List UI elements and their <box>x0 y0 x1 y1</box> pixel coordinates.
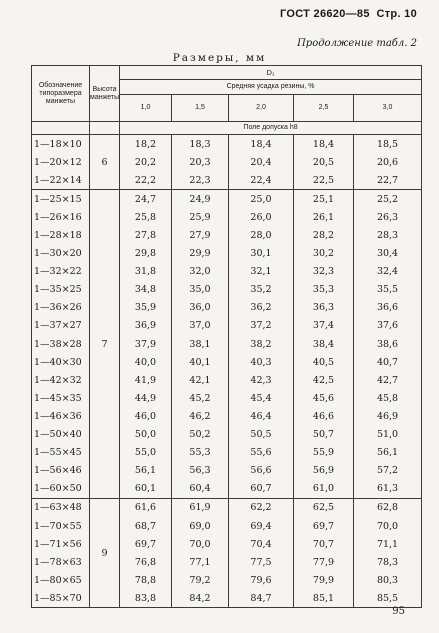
diameter-value-cell: 34,8 <box>120 281 172 299</box>
diameter-value-cell: 55,9 <box>294 444 354 462</box>
diameter-value-cell: 45,6 <box>294 389 354 407</box>
diameter-value-cell: 18,2 <box>120 135 172 154</box>
designation-cell: 1—18×10 <box>32 135 90 154</box>
table-row <box>32 135 422 154</box>
diameter-value-cell: 32,3 <box>294 263 354 281</box>
diameter-value-cell: 61,3 <box>354 480 422 499</box>
diameter-value-cell: 36,0 <box>172 299 229 317</box>
diameter-value-cell: 61,0 <box>294 480 354 499</box>
diameter-value-cell: 55,6 <box>229 444 294 462</box>
height-cell: 9 <box>90 498 120 608</box>
diameter-value-cell: 60,4 <box>172 480 229 499</box>
diameter-value-cell: 69,0 <box>172 517 229 535</box>
diameter-value-cell: 32,1 <box>229 263 294 281</box>
diameter-value-cell: 24,9 <box>172 190 229 209</box>
diameter-value-cell: 18,5 <box>354 135 422 154</box>
table-row <box>32 190 422 209</box>
column-header-designation: Обозначение типоразмера манжеты <box>32 66 90 122</box>
diameter-value-cell: 41,9 <box>120 371 172 389</box>
diameter-value-cell: 69,7 <box>120 535 172 553</box>
height-cell: 6 <box>90 135 120 190</box>
designation-cell: 1—63×48 <box>32 498 90 517</box>
diameter-value-cell: 20,6 <box>354 153 422 171</box>
table-continuation-note: Продолжение табл. 2 <box>297 38 417 49</box>
diameter-value-cell: 35,0 <box>172 281 229 299</box>
diameter-value-cell: 38,6 <box>354 335 422 353</box>
diameter-value-cell: 28,0 <box>229 226 294 244</box>
diameter-value-cell: 32,0 <box>172 263 229 281</box>
diameter-value-cell: 56,1 <box>120 462 172 480</box>
diameter-value-cell: 38,4 <box>294 335 354 353</box>
diameter-value-cell: 76,8 <box>120 553 172 571</box>
diameter-value-cell: 31,8 <box>120 263 172 281</box>
diameter-value-cell: 38,1 <box>172 335 229 353</box>
diameter-value-cell: 18,4 <box>229 135 294 154</box>
diameter-value-cell: 28,2 <box>294 226 354 244</box>
diameter-value-cell: 45,8 <box>354 389 422 407</box>
diameter-value-cell: 77,1 <box>172 553 229 571</box>
diameter-value-cell: 55,3 <box>172 444 229 462</box>
diameter-value-cell: 62,5 <box>294 498 354 517</box>
table-header <box>32 66 422 135</box>
diameter-value-cell: 37,4 <box>294 317 354 335</box>
designation-cell: 1—80×65 <box>32 571 90 589</box>
designation-cell: 1—37×27 <box>32 317 90 335</box>
diameter-value-cell: 35,3 <box>294 281 354 299</box>
diameter-value-cell: 51,0 <box>354 426 422 444</box>
diameter-value-cell: 30,1 <box>229 245 294 263</box>
diameter-value-cell: 40,5 <box>294 353 354 371</box>
designation-cell: 1—56×46 <box>32 462 90 480</box>
page-header <box>280 8 417 20</box>
diameter-value-cell: 24,7 <box>120 190 172 209</box>
diameter-value-cell: 77,9 <box>294 553 354 571</box>
designation-cell: 1—46×36 <box>32 407 90 425</box>
diameter-value-cell: 46,0 <box>120 407 172 425</box>
designation-cell: 1—28×18 <box>32 226 90 244</box>
diameter-value-cell: 22,3 <box>172 171 229 190</box>
tolerance-label: Поле допуска h8 <box>120 122 422 135</box>
page-label: Стр. 10 <box>376 8 417 20</box>
diameter-value-cell: 40,7 <box>354 353 422 371</box>
diameter-value-cell: 78,3 <box>354 553 422 571</box>
diameter-value-cell: 25,8 <box>120 208 172 226</box>
diameter-value-cell: 84,2 <box>172 589 229 608</box>
diameter-value-cell: 69,7 <box>294 517 354 535</box>
diameter-value-cell: 79,9 <box>294 571 354 589</box>
diameter-value-cell: 46,4 <box>229 407 294 425</box>
diameter-value-cell: 35,9 <box>120 299 172 317</box>
height-cell: 7 <box>90 190 120 499</box>
diameter-value-cell: 22,7 <box>354 171 422 190</box>
column-header-height: Высота манжеты <box>90 66 120 122</box>
dimensions-table <box>31 65 422 608</box>
diameter-value-cell: 44,9 <box>120 389 172 407</box>
diameter-value-cell: 80,3 <box>354 571 422 589</box>
diameter-value-cell: 37,0 <box>172 317 229 335</box>
diameter-value-cell: 42,3 <box>229 371 294 389</box>
diameter-value-cell: 25,9 <box>172 208 229 226</box>
diameter-value-cell: 84,7 <box>229 589 294 608</box>
diameter-value-cell: 37,9 <box>120 335 172 353</box>
diameter-value-cell: 62,2 <box>229 498 294 517</box>
diameter-value-cell: 68,7 <box>120 517 172 535</box>
diameter-value-cell: 20,3 <box>172 153 229 171</box>
diameter-value-cell: 20,2 <box>120 153 172 171</box>
diameter-value-cell: 56,6 <box>229 462 294 480</box>
designation-cell: 1—40×30 <box>32 353 90 371</box>
page-number: 95 <box>392 606 405 617</box>
diameter-value-cell: 70,4 <box>229 535 294 553</box>
diameter-value-cell: 35,5 <box>354 281 422 299</box>
diameter-value-cell: 36,3 <box>294 299 354 317</box>
diameter-value-cell: 38,2 <box>229 335 294 353</box>
diameter-value-cell: 69,4 <box>229 517 294 535</box>
diameter-value-cell: 57,2 <box>354 462 422 480</box>
designation-cell: 1—71×56 <box>32 535 90 553</box>
diameter-value-cell: 61,9 <box>172 498 229 517</box>
designation-cell: 1—20×12 <box>32 153 90 171</box>
column-header-shrinkage: Средняя усадка резины, % <box>120 80 422 95</box>
shrinkage-value: 2,5 <box>294 95 354 122</box>
diameter-value-cell: 20,5 <box>294 153 354 171</box>
shrinkage-value: 3,0 <box>354 95 422 122</box>
diameter-value-cell: 18,4 <box>294 135 354 154</box>
diameter-value-cell: 70,0 <box>172 535 229 553</box>
diameter-value-cell: 29,8 <box>120 245 172 263</box>
diameter-value-cell: 42,5 <box>294 371 354 389</box>
designation-cell: 1—55×45 <box>32 444 90 462</box>
diameter-value-cell: 26,3 <box>354 208 422 226</box>
diameter-value-cell: 60,7 <box>229 480 294 499</box>
diameter-value-cell: 28,3 <box>354 226 422 244</box>
diameter-value-cell: 40,3 <box>229 353 294 371</box>
diameter-value-cell: 25,0 <box>229 190 294 209</box>
diameter-value-cell: 22,4 <box>229 171 294 190</box>
diameter-value-cell: 25,2 <box>354 190 422 209</box>
diameter-value-cell: 46,6 <box>294 407 354 425</box>
diameter-value-cell: 77,5 <box>229 553 294 571</box>
designation-cell: 1—25×15 <box>32 190 90 209</box>
diameter-value-cell: 22,5 <box>294 171 354 190</box>
sizes-title: Размеры, мм <box>172 52 267 64</box>
shrinkage-value: 1,5 <box>172 95 229 122</box>
diameter-value-cell: 42,1 <box>172 371 229 389</box>
diameter-value-cell: 25,1 <box>294 190 354 209</box>
diameter-value-cell: 71,1 <box>354 535 422 553</box>
diameter-value-cell: 83,8 <box>120 589 172 608</box>
diameter-value-cell: 46,2 <box>172 407 229 425</box>
diameter-value-cell: 56,3 <box>172 462 229 480</box>
diameter-value-cell: 85,5 <box>354 589 422 608</box>
diameter-value-cell: 37,6 <box>354 317 422 335</box>
diameter-value-cell: 79,6 <box>229 571 294 589</box>
diameter-value-cell: 35,2 <box>229 281 294 299</box>
diameter-value-cell: 56,9 <box>294 462 354 480</box>
shrinkage-value: 2,0 <box>229 95 294 122</box>
diameter-value-cell: 26,0 <box>229 208 294 226</box>
diameter-value-cell: 56,1 <box>354 444 422 462</box>
table-body <box>32 135 422 608</box>
designation-cell: 1—78×63 <box>32 553 90 571</box>
diameter-value-cell: 40,1 <box>172 353 229 371</box>
diameter-value-cell: 18,3 <box>172 135 229 154</box>
designation-cell: 1—85×70 <box>32 589 90 608</box>
diameter-value-cell: 22,2 <box>120 171 172 190</box>
diameter-value-cell: 79,2 <box>172 571 229 589</box>
designation-cell: 1—26×16 <box>32 208 90 226</box>
diameter-value-cell: 26,1 <box>294 208 354 226</box>
designation-cell: 1—50×40 <box>32 426 90 444</box>
diameter-value-cell: 36,2 <box>229 299 294 317</box>
column-header-d1: D₁ <box>120 66 422 80</box>
designation-cell: 1—60×50 <box>32 480 90 499</box>
diameter-value-cell: 37,2 <box>229 317 294 335</box>
diameter-value-cell: 29,9 <box>172 245 229 263</box>
standard-number: ГОСТ 26620—85 <box>279 8 370 20</box>
diameter-value-cell: 45,2 <box>172 389 229 407</box>
designation-cell: 1—70×55 <box>32 517 90 535</box>
diameter-value-cell: 20,4 <box>229 153 294 171</box>
diameter-value-cell: 30,4 <box>354 245 422 263</box>
diameter-value-cell: 36,6 <box>354 299 422 317</box>
designation-cell: 1—42×32 <box>32 371 90 389</box>
diameter-value-cell: 50,2 <box>172 426 229 444</box>
diameter-value-cell: 50,7 <box>294 426 354 444</box>
diameter-value-cell: 30,2 <box>294 245 354 263</box>
designation-cell: 1—22×14 <box>32 171 90 190</box>
diameter-value-cell: 40,0 <box>120 353 172 371</box>
diameter-value-cell: 42,7 <box>354 371 422 389</box>
diameter-value-cell: 85,1 <box>294 589 354 608</box>
diameter-value-cell: 27,9 <box>172 226 229 244</box>
designation-cell: 1—36×26 <box>32 299 90 317</box>
diameter-value-cell: 70,7 <box>294 535 354 553</box>
diameter-value-cell: 36,9 <box>120 317 172 335</box>
shrinkage-value: 1,0 <box>120 95 172 122</box>
diameter-value-cell: 61,6 <box>120 498 172 517</box>
designation-cell: 1—30×20 <box>32 245 90 263</box>
designation-cell: 1—45×35 <box>32 389 90 407</box>
diameter-value-cell: 78,8 <box>120 571 172 589</box>
diameter-value-cell: 45,4 <box>229 389 294 407</box>
diameter-value-cell: 50,5 <box>229 426 294 444</box>
diameter-value-cell: 32,4 <box>354 263 422 281</box>
diameter-value-cell: 60,1 <box>120 480 172 499</box>
designation-cell: 1—35×25 <box>32 281 90 299</box>
diameter-value-cell: 27,8 <box>120 226 172 244</box>
designation-cell: 1—32×22 <box>32 263 90 281</box>
diameter-value-cell: 70,0 <box>354 517 422 535</box>
diameter-value-cell: 55,0 <box>120 444 172 462</box>
table-row <box>32 498 422 517</box>
diameter-value-cell: 46,9 <box>354 407 422 425</box>
diameter-value-cell: 62,8 <box>354 498 422 517</box>
designation-cell: 1—38×28 <box>32 335 90 353</box>
diameter-value-cell: 50,0 <box>120 426 172 444</box>
